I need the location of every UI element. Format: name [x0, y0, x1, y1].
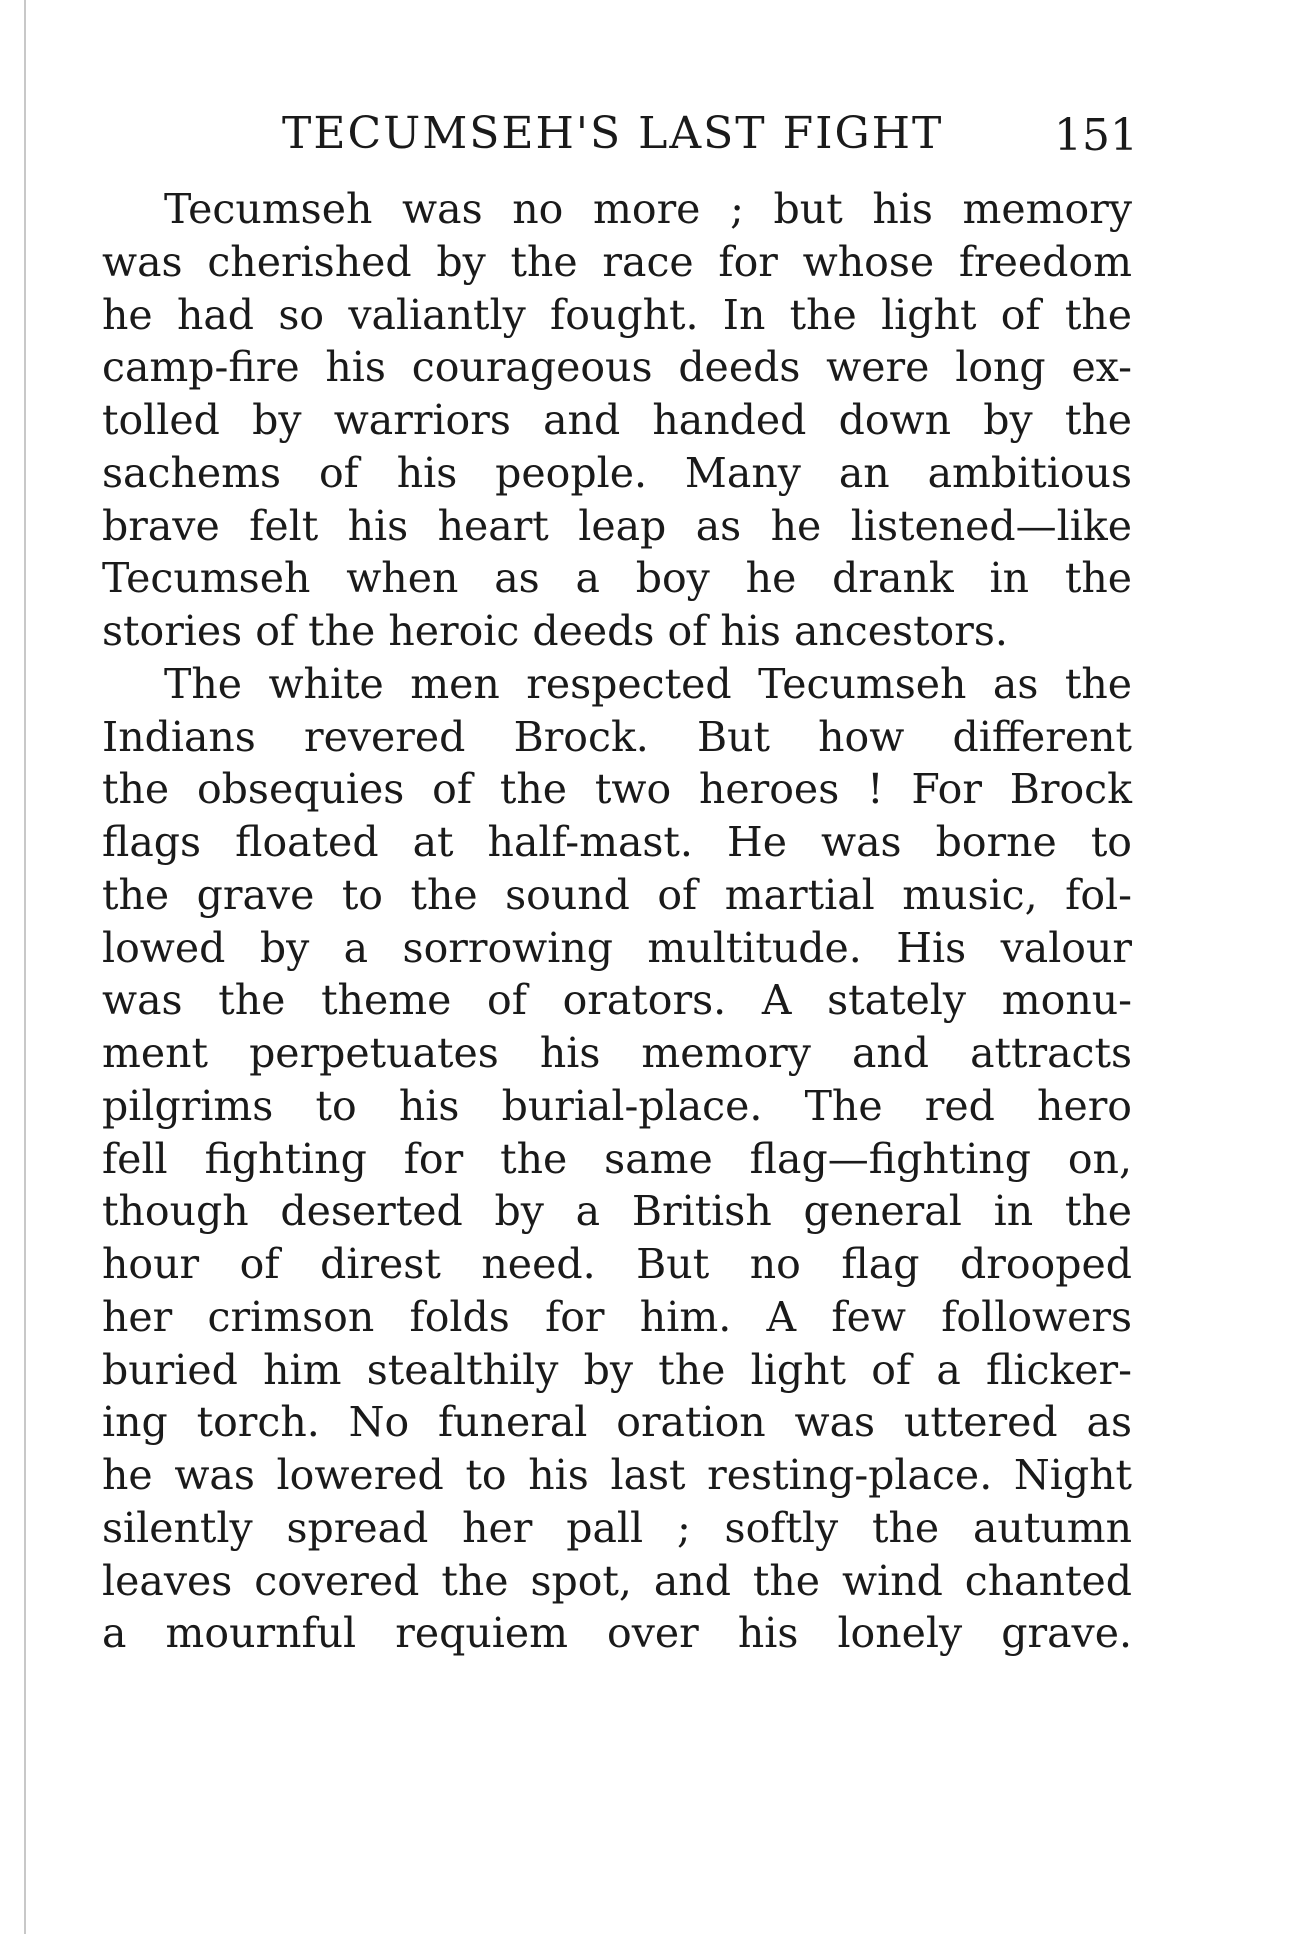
running-head: TECUMSEH'S LAST FIGHT	[282, 108, 944, 159]
text-line: hour of direst need. But no flag drooped	[102, 1240, 1132, 1288]
text-line: Tecumseh was no more ; but his memory	[164, 185, 1132, 233]
text-line: was cherished by the race for whose freedom	[102, 237, 1132, 286]
text-line: the grave to the sound of martial music, fol-	[102, 870, 1132, 919]
text-line: camp-fire his courageous deeds were long ex-	[102, 343, 1132, 392]
text-line: Tecumseh when as a boy he drank in the	[102, 554, 1132, 603]
text-line: pilgrims to his burial-place. The red hero	[102, 1081, 1132, 1130]
text-line: sachems of his people. Many an ambitious	[102, 448, 1132, 497]
text-line: leaves covered the spot, and the wind chanted	[102, 1556, 1132, 1605]
text-line: brave felt his heart leap as he listened—like	[102, 501, 1132, 550]
page-header	[108, 100, 1138, 170]
text-line: tolled by warriors and handed down by the	[102, 396, 1132, 444]
text-line: silently spread her pall ; softly the autumn	[102, 1503, 1132, 1552]
text-line: he was lowered to his last resting-place. Night	[102, 1451, 1132, 1499]
text-line: fell fighting for the same flag—fighting on,	[102, 1134, 1132, 1183]
text-line: a mournful requiem over his lonely grave.	[102, 1609, 1132, 1658]
text-line: ing torch. No funeral oration was uttered as	[102, 1398, 1132, 1447]
body-text	[102, 183, 1132, 1660]
text-line: flags floated at half-mast. He was borne to	[102, 818, 1132, 866]
text-line: though deserted by a British general in the	[102, 1187, 1132, 1236]
page-number: 151	[1054, 110, 1138, 161]
text-line: Indians revered Brock. But how different	[102, 712, 1132, 761]
text-line: was the theme of orators. A stately monu-	[102, 976, 1132, 1025]
text-line: he had so valiantly fought. In the light of the	[102, 290, 1132, 339]
text-line: lowed by a sorrowing multitude. His valour	[102, 923, 1132, 972]
paragraph	[102, 183, 1132, 658]
text-line: ment perpetuates his memory and attracts	[102, 1029, 1132, 1077]
text-line: stories of the heroic deeds of his ancestors.	[102, 607, 1008, 655]
text-line: her crimson folds for him. A few followers	[102, 1292, 1132, 1341]
text-line: the obsequies of the two heroes ! For Brock	[102, 765, 1132, 814]
paragraph	[102, 658, 1132, 1660]
text-line: The white men respected Tecumseh as the	[164, 659, 1132, 708]
binding-edge-line	[24, 0, 26, 1934]
text-line: buried him stealthily by the light of a flicker-	[102, 1345, 1132, 1394]
